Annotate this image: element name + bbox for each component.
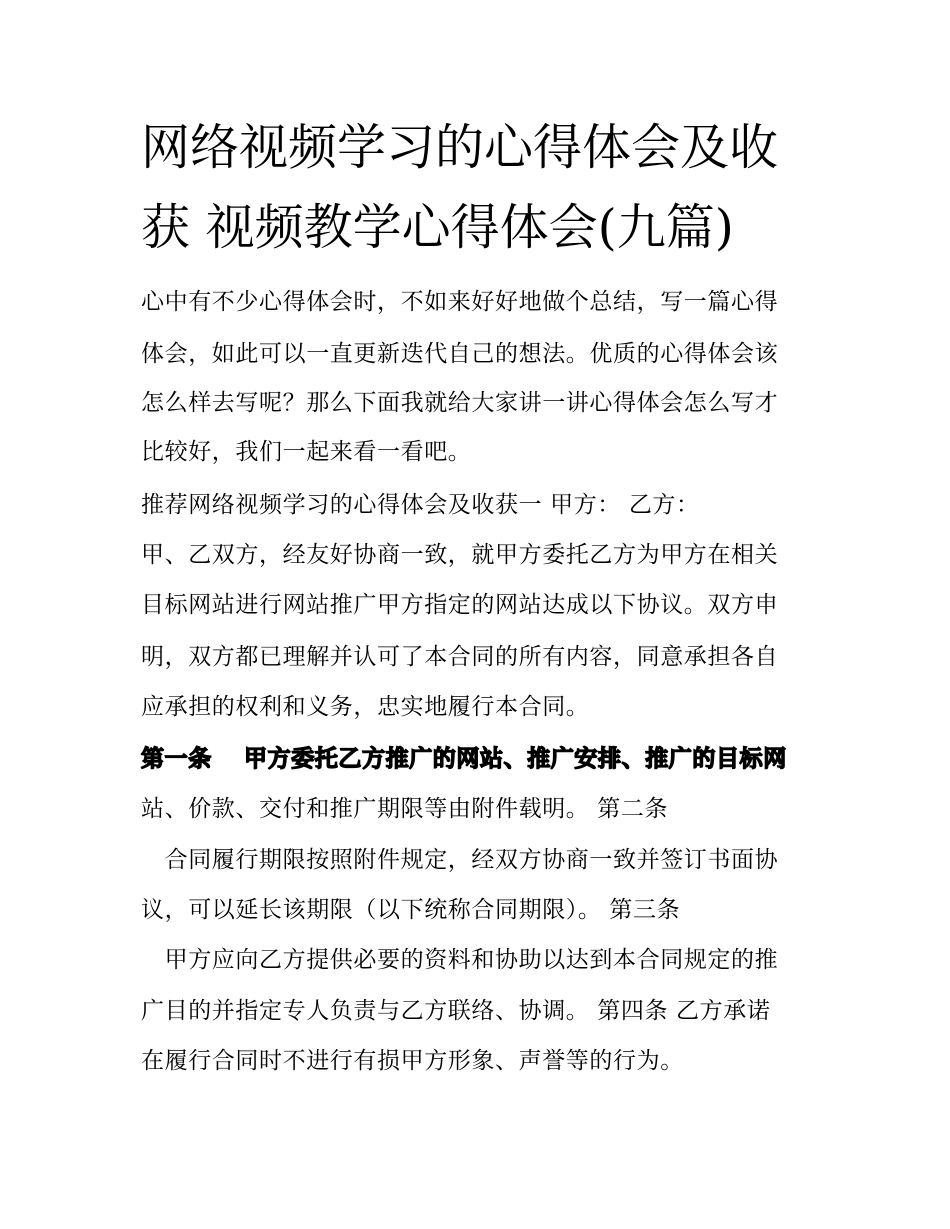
intro-line-2: 体会，如此可以一直更新迭代自己的想法。优质的心得体会该 — [141, 341, 779, 367]
agreement-line-4: 应承担的权利和义务，忠实地履行本合同。 — [141, 694, 590, 720]
intro-line-3: 怎么样去写呢？那么下面我就给大家讲一讲心得体会怎么写才 — [141, 390, 779, 416]
agreement-line-3: 明，双方都已理解并认可了本合同的所有内容，同意承担各自 — [141, 644, 779, 670]
intro-line-1: 心中有不少心得体会时，不如来好好地做个总结，写一篇心得 — [141, 289, 779, 315]
intro-line-4: 比较好，我们一起来看一看吧。 — [141, 439, 472, 465]
document-title-line-1: 网络视频学习的心得体会及收 — [141, 119, 779, 176]
article-line-2: 合同履行期限按照附件规定，经双方协商一致并签订书面协 — [141, 847, 779, 873]
recommend-line: 推荐网络视频学习的心得体会及收获一 甲方： 乙方： — [141, 492, 700, 518]
article-line-6: 在履行合同时不进行有损甲方形象、声誉等的行为。 — [141, 1048, 684, 1074]
article-line-1: 站、价款、交付和推广期限等由附件载明。 第二条 — [141, 796, 669, 822]
article-line-4: 甲方应向乙方提供必要的资料和协助以达到本合同规定的推 — [141, 947, 779, 973]
article-line-3: 议，可以延长该期限（以下统称合同期限）。 第三条 — [141, 897, 681, 923]
article-line-5: 广目的并指定专人负责与乙方联络、协调。 第四条 乙方承诺 — [141, 998, 771, 1024]
document-title-line-2: 获 视频教学心得体会(九篇) — [141, 199, 734, 256]
article-1-heading: 第一条 甲方委托乙方推广的网站、推广安排、推广的目标网 — [141, 745, 787, 772]
agreement-line-1: 甲、乙双方，经友好协商一致，就甲方委托乙方为甲方在相关 — [141, 542, 779, 568]
agreement-line-2: 目标网站进行网站推广甲方指定的网站达成以下协议。双方申 — [141, 592, 779, 618]
